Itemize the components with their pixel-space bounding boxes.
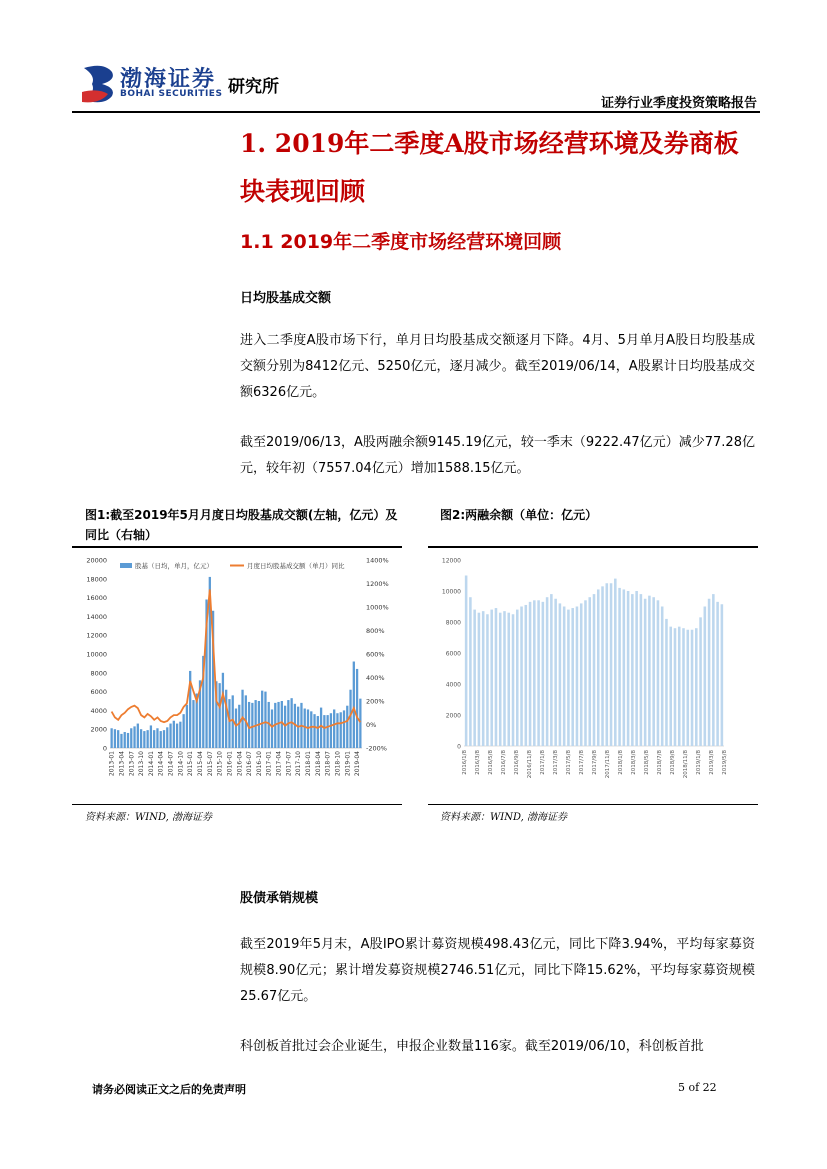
x-tick-label: 2018/3/8: [631, 750, 637, 775]
y-right-tick-label: 0%: [366, 721, 377, 729]
subsection-heading: 1.1 2019年二季度市场经营环境回顾: [240, 231, 562, 253]
turnover-bar: [340, 712, 342, 748]
margin-balance-bar: [550, 594, 553, 746]
turnover-bar: [326, 715, 328, 748]
margin-balance-bar: [606, 583, 609, 746]
turnover-bar: [153, 730, 155, 748]
y-right-tick-label: 200%: [366, 697, 385, 706]
y-tick-label: 10000: [441, 588, 461, 596]
margin-balance-bar: [644, 599, 647, 746]
margin-balance-bar: [627, 591, 630, 746]
company-logo: [78, 62, 228, 106]
y-left-tick-label: 16000: [86, 594, 107, 603]
logo-english-name: BOHAI SECURITIES: [120, 89, 223, 99]
margin-balance-bar: [503, 611, 506, 746]
turnover-bar: [323, 715, 325, 748]
figure2-bottom-rule: [428, 804, 758, 805]
paragraph-margin: 截至2019/06/13，A股两融余额9145.19亿元，较一季末（9222.47亿元）减少77.28亿元，较年初（7557.04亿元）增加1588.15亿元。: [240, 435, 755, 476]
x-tick-label: 2018/7/8: [657, 750, 663, 775]
y-left-tick-label: 12000: [86, 631, 107, 640]
x-tick-label: 2015-04: [197, 751, 204, 777]
yoy-line: [112, 589, 361, 728]
legend-bar-swatch: [120, 563, 132, 568]
disclaimer-note: 请务必阅读正文之后的免责声明: [92, 1083, 246, 1096]
x-tick-label: 2013-10: [138, 751, 146, 777]
turnover-bar: [124, 732, 126, 748]
y-left-tick-label: 2000: [90, 725, 107, 734]
y-tick-label: 6000: [445, 650, 461, 658]
margin-balance-bar: [516, 610, 519, 746]
y-tick-label: 0: [457, 743, 461, 751]
figure2-top-rule: [428, 546, 758, 548]
margin-balance-bar: [648, 596, 651, 746]
x-tick-label: 2018/1/8: [618, 750, 624, 775]
y-left-tick-label: 20000: [86, 556, 107, 565]
margin-balance-bar: [473, 610, 476, 746]
logo-emblem-icon: [78, 62, 118, 106]
margin-balance-bar: [614, 579, 617, 746]
margin-balance-bar: [495, 608, 498, 746]
y-left-tick-label: 4000: [90, 706, 107, 715]
margin-balance-bar: [674, 628, 677, 746]
turnover-bar: [114, 729, 116, 748]
turnover-bar: [225, 690, 227, 748]
x-tick-label: 2014-10: [177, 751, 185, 777]
x-tick-label: 2018-04: [314, 751, 322, 777]
y-right-tick-label: 800%: [366, 627, 385, 635]
turnover-bar: [346, 706, 348, 748]
x-tick-label: 2013-04: [118, 751, 126, 777]
turnover-bar: [251, 703, 253, 748]
y-left-tick-label: 6000: [90, 688, 107, 697]
turnover-bar: [349, 690, 351, 748]
x-tick-label: 2018-07: [324, 751, 332, 777]
turnover-bar: [261, 691, 263, 748]
turnover-bar: [281, 701, 283, 748]
margin-balance-bar: [486, 614, 489, 746]
margin-balance-bar: [657, 600, 660, 746]
margin-balance-bar: [661, 607, 664, 747]
margin-balance-bar: [640, 594, 643, 746]
margin-balance-bar: [712, 594, 715, 746]
turnover-bar: [143, 731, 145, 748]
turnover-bar: [163, 730, 165, 748]
margin-balance-bar: [708, 599, 711, 746]
report-title: 证券行业季度投资策略报告: [600, 96, 757, 111]
margin-balance-bar: [490, 610, 493, 746]
turnover-bar: [156, 728, 158, 748]
figure1-source: 资料来源：WIND, 渤海证券: [85, 812, 212, 823]
turnover-bar: [359, 699, 361, 748]
margin-balance-bar: [529, 602, 532, 746]
margin-balance-bar: [631, 594, 634, 746]
x-tick-label: 2019/1/8: [696, 750, 702, 775]
turnover-bar: [182, 714, 184, 748]
x-tick-label: 2015-07: [206, 751, 214, 777]
turnover-bar: [264, 692, 266, 748]
y-tick-label: 12000: [441, 557, 461, 565]
turnover-bar: [137, 724, 139, 748]
x-tick-label: 2016-07: [246, 751, 254, 777]
y-right-tick-label: 600%: [366, 650, 385, 659]
turnover-bar: [271, 709, 273, 748]
margin-balance-bar: [669, 627, 672, 746]
margin-balance-bar: [563, 607, 566, 747]
x-tick-label: 2018/5/8: [644, 750, 650, 775]
turnover-bar: [179, 722, 181, 748]
paragraph-underwriting: 截至2019年5月末，A股IPO累计募资规模498.43亿元，同比下降3.94%，平均每家募资规模8.90亿元；累计增发募资规模2746.51亿元，同比下降15.62%，平均每家募资规模25.67亿元。: [240, 937, 755, 1004]
turnover-bar: [140, 729, 142, 748]
turnover-bar: [150, 725, 152, 748]
y-tick-label: 8000: [445, 619, 461, 627]
margin-balance-bar: [546, 597, 549, 746]
x-tick-label: 2016/9/8: [514, 750, 520, 775]
turnover-bar: [120, 734, 122, 748]
turnover-bar: [169, 724, 171, 748]
margin-balance-bar: [704, 607, 707, 747]
margin-balance-bar: [537, 600, 540, 746]
institute-label: 研究所: [228, 77, 279, 97]
figure2-title: 图2:两融余额（单位：亿元）: [440, 508, 598, 522]
turnover-bar: [133, 726, 135, 748]
y-left-tick-label: 18000: [86, 575, 107, 584]
x-tick-label: 2016-01: [226, 751, 234, 777]
turnover-bar: [330, 713, 332, 748]
margin-balance-bar: [512, 614, 515, 746]
figure1-chart: [72, 550, 402, 802]
turnover-bar: [310, 711, 312, 748]
x-tick-label: 2016-10: [255, 751, 263, 777]
turnover-bar: [130, 728, 132, 748]
x-tick-label: 2016/5/8: [488, 750, 494, 775]
x-tick-label: 2018-01: [305, 751, 312, 777]
margin-balance-bar: [593, 594, 596, 746]
margin-balance-bar: [721, 604, 724, 746]
turnover-bar: [176, 724, 178, 748]
margin-balance-bar: [588, 597, 591, 746]
x-tick-label: 2019/3/8: [709, 750, 715, 775]
figure2-chart: [428, 550, 758, 802]
turnover-bar: [110, 728, 112, 748]
figure1-title: 图1:截至2019年5月月度日均股基成交额(左轴，亿元）及同比（右轴）: [85, 508, 398, 542]
margin-balance-bar: [665, 619, 668, 746]
x-tick-label: 2016/7/8: [501, 750, 507, 775]
x-tick-label: 2017/5/8: [566, 750, 572, 775]
margin-balance-bar: [525, 605, 528, 746]
x-tick-label: 2013-01: [108, 751, 116, 777]
margin-balance-bar: [576, 607, 579, 747]
turnover-bar: [254, 700, 256, 748]
x-tick-label: 2016/3/8: [475, 750, 481, 775]
y-left-tick-label: 10000: [86, 650, 107, 659]
topic-heading-turnover: 日均股基成交额: [240, 291, 332, 306]
turnover-bar: [333, 709, 335, 748]
x-tick-label: 2014-04: [157, 751, 165, 777]
margin-balance-bar: [507, 613, 510, 746]
x-tick-label: 2016-04: [236, 751, 244, 777]
x-tick-label: 2016/11/8: [527, 750, 533, 779]
turnover-bar: [192, 700, 194, 748]
turnover-bar: [356, 669, 358, 748]
x-tick-label: 2014-01: [147, 751, 155, 777]
figure1-top-rule: [72, 546, 402, 548]
margin-balance-bar: [520, 607, 523, 747]
x-tick-label: 2017-04: [275, 751, 283, 777]
legend-line-label: 月度日均股基成交额（单月）同比: [247, 562, 345, 570]
turnover-bar: [304, 709, 306, 748]
turnover-bar: [238, 705, 240, 748]
margin-balance-bar: [678, 627, 681, 746]
figure1-bottom-rule: [72, 804, 402, 805]
turnover-bar: [313, 714, 315, 748]
x-tick-label: 2017-10: [295, 751, 303, 777]
header-divider: [72, 111, 760, 113]
legend-bar-label: 股基（日均，单月，亿元）: [135, 562, 213, 570]
x-tick-label: 2018-10: [334, 751, 342, 777]
x-tick-label: 2016/1/8: [462, 750, 468, 775]
y-right-tick-label: 1200%: [366, 580, 389, 588]
turnover-bar: [343, 710, 345, 748]
y-right-tick-label: 400%: [366, 674, 385, 682]
margin-balance-bar: [469, 597, 472, 746]
margin-balance-bar: [567, 610, 570, 746]
y-right-tick-label: -200%: [366, 744, 387, 753]
x-tick-label: 2019/5/8: [722, 750, 728, 775]
turnover-bar: [228, 699, 230, 748]
turnover-bar: [336, 713, 338, 748]
turnover-bar: [317, 716, 319, 748]
topic-heading-underwriting: 股债承销规模: [240, 891, 319, 906]
margin-balance-bar: [482, 611, 485, 746]
margin-balance-bar: [695, 628, 698, 746]
margin-balance-bar: [584, 600, 587, 746]
margin-balance-bar: [635, 591, 638, 746]
turnover-bar: [160, 731, 162, 748]
y-right-tick-label: 1000%: [366, 603, 389, 612]
turnover-bar: [186, 705, 188, 748]
x-tick-label: 2017/9/8: [592, 750, 598, 775]
turnover-bar: [320, 708, 322, 748]
turnover-bar: [218, 683, 220, 748]
x-tick-label: 2019-04: [354, 751, 362, 777]
margin-balance-bar: [554, 599, 557, 746]
x-tick-label: 2017/11/8: [605, 750, 611, 779]
x-tick-label: 2015-10: [216, 751, 224, 777]
margin-balance-bar: [542, 602, 545, 746]
paragraph-star-market: 科创板首批过会企业诞生，申报企业数量116家。截至2019/06/10，科创板首批: [240, 1039, 704, 1054]
y-left-tick-label: 8000: [90, 669, 107, 678]
turnover-bar: [127, 733, 129, 748]
x-tick-label: 2017/3/8: [553, 750, 559, 775]
margin-balance-bar: [499, 613, 502, 746]
x-tick-label: 2019-01: [344, 751, 352, 777]
margin-balance-bar: [601, 586, 604, 746]
x-tick-label: 2017/1/8: [540, 750, 546, 775]
margin-balance-bar: [652, 597, 655, 746]
section-heading: 1. 2019年二季度A股市场经营环境及券商板块表现回顾: [240, 129, 739, 206]
margin-balance-bar: [618, 588, 621, 746]
margin-balance-bar: [686, 630, 689, 746]
margin-balance-bar: [691, 630, 694, 746]
margin-balance-bar: [478, 613, 481, 746]
margin-balance-bar: [580, 603, 583, 746]
logo-chinese-name: 渤海证券: [120, 66, 217, 92]
x-tick-label: 2017-07: [285, 751, 293, 777]
turnover-bar: [173, 721, 175, 748]
x-tick-label: 2014-07: [167, 751, 175, 777]
x-tick-label: 2018/11/8: [683, 750, 689, 779]
y-left-tick-label: 0: [102, 744, 107, 753]
y-tick-label: 2000: [445, 712, 461, 720]
figure2-source: 资料来源：WIND, 渤海证券: [440, 812, 567, 823]
margin-balance-bar: [559, 603, 562, 746]
page-number: 5 of 22: [678, 1081, 717, 1094]
x-tick-label: 2013-07: [128, 751, 136, 777]
y-tick-label: 4000: [445, 681, 461, 689]
turnover-bar: [117, 730, 119, 748]
x-tick-label: 2017/7/8: [579, 750, 585, 775]
turnover-bar: [277, 702, 279, 748]
y-right-tick-label: 1400%: [366, 556, 389, 565]
turnover-bar: [235, 709, 237, 748]
y-left-tick-label: 14000: [86, 612, 107, 621]
turnover-bar: [146, 730, 148, 748]
turnover-bar: [284, 706, 286, 748]
x-tick-label: 2015-01: [187, 751, 195, 777]
turnover-bar: [222, 673, 224, 748]
margin-balance-bar: [610, 583, 613, 746]
margin-balance-bar: [465, 576, 468, 747]
margin-balance-bar: [716, 602, 719, 746]
margin-balance-bar: [623, 589, 626, 746]
margin-balance-bar: [533, 600, 536, 746]
turnover-bar: [166, 727, 168, 748]
x-tick-label: 2017-01: [265, 751, 273, 777]
paragraph-turnover: 进入二季度A股市场下行，单月日均股基成交额逐月下降。4月、5月单月A股日均股基成交额分别为8412亿元、5250亿元，逐月减少。截至2019/06/14，A股累计日均股基成交额6326亿元。: [240, 333, 755, 400]
margin-balance-bar: [571, 608, 574, 746]
turnover-bar: [353, 662, 355, 748]
margin-balance-bar: [699, 617, 702, 746]
margin-balance-bar: [682, 628, 685, 746]
margin-balance-bar: [597, 589, 600, 746]
x-tick-label: 2018/9/8: [670, 750, 676, 775]
